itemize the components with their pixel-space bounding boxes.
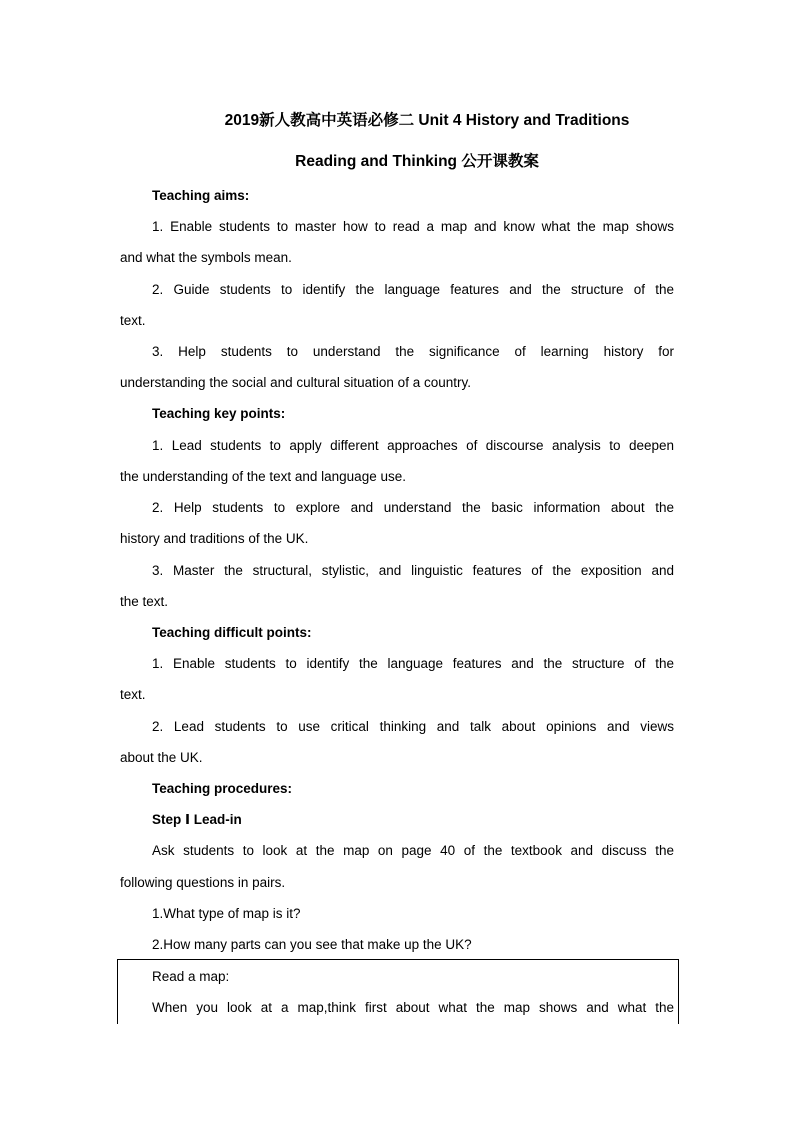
key-point-3-cont: the text.: [120, 594, 169, 609]
aims-item-3-cont: understanding the social and cultural situation of a country.: [120, 375, 471, 390]
key-point-1: 1. Lead students to apply different approaches of discourse analysis to deepen: [152, 438, 674, 453]
teaching-aims-heading: Teaching aims:: [152, 188, 250, 203]
read-a-map-heading: Read a map:: [152, 969, 230, 984]
question-2: 2.How many parts can you see that make up the UK?: [152, 937, 472, 952]
key-points-heading: Teaching key points:: [152, 406, 286, 421]
difficult-point-1: 1. Enable students to identify the language features and the structure of the: [152, 656, 674, 671]
aims-item-1: 1. Enable students to master how to read a map and know what the map shows: [152, 219, 674, 234]
key-point-3: 3. Master the structural, stylistic, and linguistic features of the exposition and: [152, 563, 674, 578]
difficult-point-2-cont: about the UK.: [120, 750, 203, 765]
lead-in-paragraph-cont: following questions in pairs.: [120, 875, 286, 890]
key-point-2: 2. Help students to explore and understand the basic information about the: [152, 500, 674, 515]
aims-item-2: 2. Guide students to identify the language features and the structure of the: [152, 282, 674, 297]
step-1-heading: Step Ⅰ Lead-in: [152, 812, 242, 827]
document-subtitle: Reading and Thinking 公开课教案: [295, 153, 539, 170]
key-point-2-cont: history and traditions of the UK.: [120, 531, 309, 546]
read-a-map-text: When you look at a map,think first about what the map shows and what the: [152, 1000, 674, 1015]
aims-item-2-cont: text.: [120, 313, 146, 328]
key-point-1-cont: the understanding of the text and language use.: [120, 469, 406, 484]
difficult-points-heading: Teaching difficult points:: [152, 625, 312, 640]
lead-in-paragraph: Ask students to look at the map on page 40 of the textbook and discuss the: [152, 843, 674, 858]
procedures-heading: Teaching procedures:: [152, 781, 293, 796]
aims-item-1-cont: and what the symbols mean.: [120, 250, 292, 265]
document-title: 2019新人教高中英语必修二 Unit 4 History and Traditions: [224, 112, 630, 129]
aims-item-3: 3. Help students to understand the significance of learning history for: [152, 344, 674, 359]
difficult-point-1-cont: text.: [120, 687, 146, 702]
difficult-point-2: 2. Lead students to use critical thinking and talk about opinions and views: [152, 719, 674, 734]
question-1: 1.What type of map is it?: [152, 906, 301, 921]
